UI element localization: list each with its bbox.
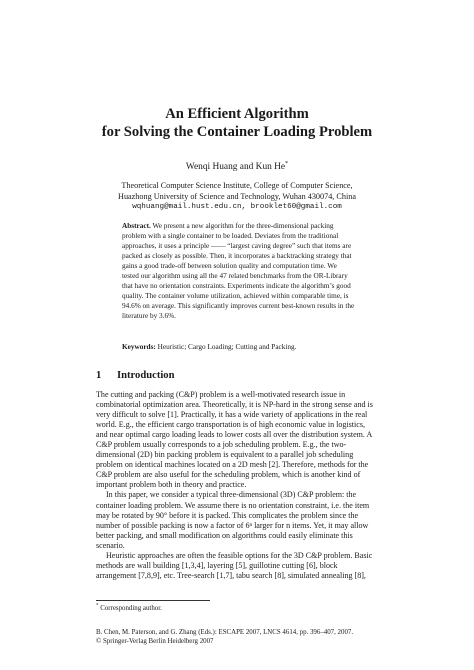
title-line-2: for Solving the Container Loading Problem (101, 124, 373, 140)
affiliation-line-2: Huazhong University of Science and Technology, Wuhan 430074, China (118, 191, 356, 201)
paper-title (40, 105, 434, 141)
title-line-1: An Efficient Algorithm (165, 106, 309, 122)
body-line: combinatorial optimization area. Theoretically, it is NP-hard in the strong sense and is (96, 400, 373, 410)
author-emails: wqhuang@mail.hust.edu.cn, brooklet60@gmail.com (132, 203, 342, 212)
body-line: container loading problem. We assume there is no orientation constraint, i.e. the item (96, 500, 370, 510)
author-list: Wenqi Huang and Kun He (185, 162, 286, 172)
section-title: Introduction (117, 370, 175, 381)
body-line: In this paper, we consider a typical three-dimensional (3D) C&P problem: the (106, 490, 357, 500)
body-line: world. E.g., the efficient cargo transportation is of high economic value in logistics, (96, 420, 365, 430)
section-heading (96, 370, 175, 382)
publication-info (96, 628, 353, 646)
author-footnote-marker: * (285, 160, 289, 167)
affiliation-line-1: Theoretical Computer Science Institute, College of Computer Science, (121, 181, 353, 190)
abstract-line: gains a good trade-off between solution quality and computation time. We (122, 262, 337, 271)
body-line: arrangement [7,8,9], etc. Tree-search [1,7], tabu search [8], simulated annealing [8], (96, 570, 366, 580)
footnote (96, 604, 162, 613)
abstract-line: tested our algorithm using all the 47 related benchmarks from the OR-Library (122, 272, 348, 281)
abstract-line: that have no orientation constraints. Experiments indicate the algorithm’s good (122, 282, 351, 291)
body-line: may be rotated by 90° before it is packed. This complicates the problem since the (96, 510, 359, 520)
keywords-text: Heuristic; Cargo Loading; Cutting and Packing. (155, 343, 297, 351)
body-line: better packing, and small modification on algorithms could easily eliminate this (96, 530, 353, 540)
body-line: Heuristic approaches are often the feasible options for the 3D C&P problem. Basic (106, 550, 373, 560)
footnote-text: Corresponding author. (98, 605, 162, 612)
affiliation (40, 181, 434, 213)
section-number: 1 (96, 370, 102, 381)
abstract-text: We present a new algorithm for the three-dimensional packing (150, 222, 334, 230)
copyright-notice: © Springer-Verlag Berlin Heidelberg 2007 (96, 638, 214, 646)
body-line: C&P problem are also useful for the scheduling problem, which is another kind of (96, 470, 361, 480)
abstract-line: 94.6% on average. This significantly improves current best-known results in the (122, 302, 355, 311)
abstract-line: packed as closely as possible. Then, it incorporates a backtracking strategy that (122, 252, 352, 261)
keywords-label: Keywords: (122, 343, 156, 351)
footnote-divider (96, 600, 210, 601)
abstract-line: approaches, it uses a principle —— “largest caving degree” such that items are (122, 242, 352, 251)
abstract-line: literature by 3.6%. (122, 312, 176, 321)
body-text (96, 390, 380, 581)
body-line: The cutting and packing (C&P) problem is a well-motivated research issue in (96, 390, 346, 399)
body-line: C&P problem usually corresponds to a job scheduling problem. E.g., the two- (96, 440, 347, 450)
abstract-line: quality. The container volume utilization, achieved within comparable time, is (122, 292, 349, 301)
abstract-label: Abstract. (122, 222, 151, 230)
body-line: scenario. (96, 540, 125, 550)
body-line: methods are wall building [1,3,4], layering [5], guillotine cutting [6], block (96, 560, 338, 570)
author-names (40, 162, 434, 173)
body-line: number of possible packing is now a factor of 6ⁿ larger for n items. Yet, it may allow (96, 520, 369, 530)
keywords (122, 342, 359, 352)
body-line: and near optimal cargo loading leads to lower costs all over the distribution system. A (96, 430, 373, 440)
abstract (122, 221, 359, 321)
abstract-line-1 (122, 221, 359, 231)
abstract-line: problem with a single container to be loaded. Deviates from the traditional (122, 232, 339, 241)
footnote-marker: * (96, 603, 99, 609)
body-line: dimensional (2D) bin packing problem is equivalent to a parallel job scheduling (96, 450, 354, 460)
publication-citation: B. Chen, M. Paterson, and G. Zhang (Eds.): ESCAPE 2007, LNCS 4614, pp. 396–407, 2007. (96, 629, 354, 636)
body-line: very difficult to solve [1]. Practically, it has a wide variety of applications in the real (96, 410, 368, 420)
body-line: problem on identical machines located on a 2D mesh [2]. Therefore, methods for the (96, 460, 369, 470)
body-line: important problem both in theory and practice. (96, 480, 247, 490)
